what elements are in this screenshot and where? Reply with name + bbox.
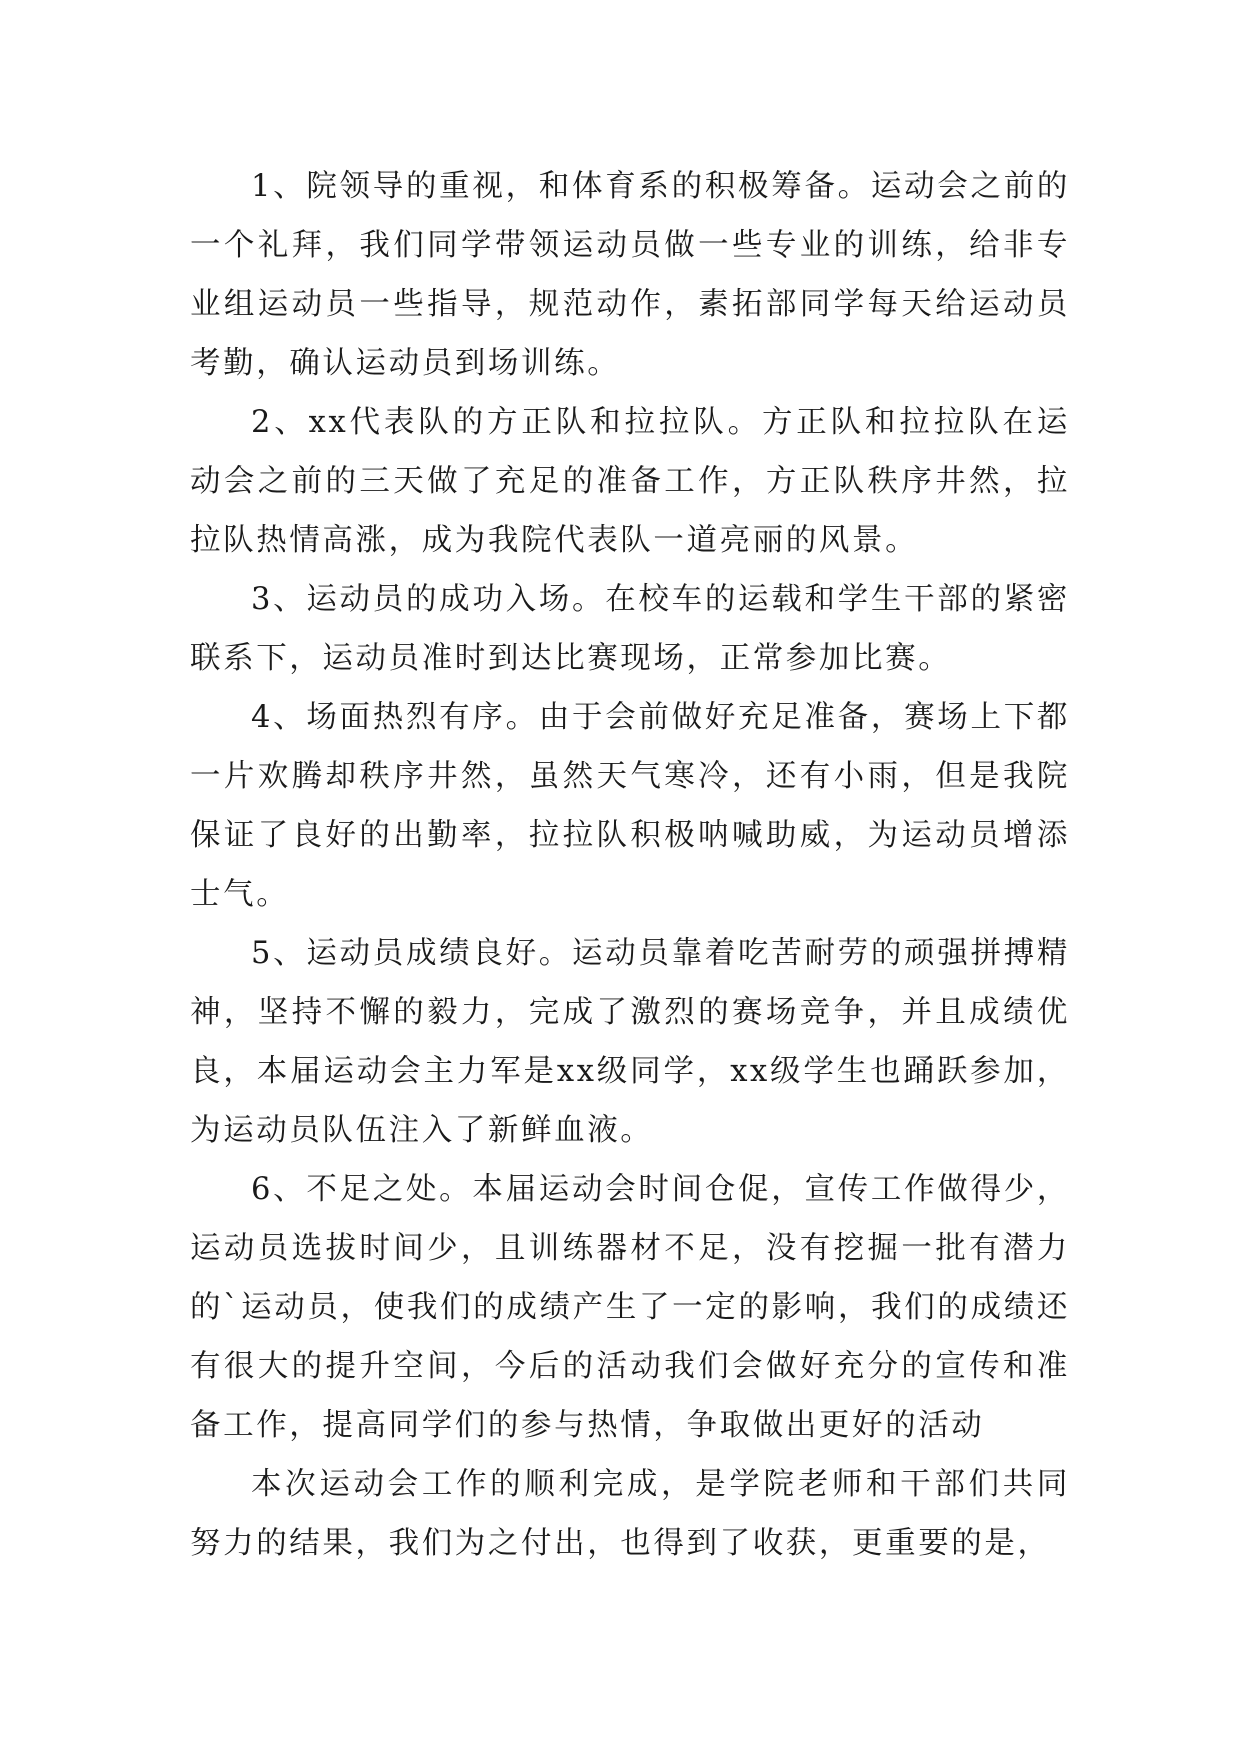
paragraph-athlete-results: 5、运动员成绩良好。运动员靠着吃苦耐劳的顽强拼搏精神，坚持不懈的毅力，完成了激烈的赛场竞争，并且成绩优良，本届运动会主力军是xx级同学，xx级学生也踊跃参加，为运动员队伍注入了新鲜血液。 [190,936,1070,1148]
paragraph-shortcomings: 6、不足之处。本届运动会时间仓促，宣传工作做得少，运动员选拔时间少，且训练器材不足，没有挖掘一批有潜力的`运动员，使我们的成绩产生了一定的影响，我们的成绩还有很大的提升空间，今后的活动我们会做好充分的宣传和准备工作，提高同学们的参与热情，争取做出更好的活动 [190,1172,1070,1443]
document-body [190,157,1070,1573]
paragraph-conclusion: 本次运动会工作的顺利完成，是学院老师和干部们共同努力的结果，我们为之付出，也得到了收获，更重要的是， [190,1467,1070,1561]
paragraph-athlete-entry: 3、运动员的成功入场。在校车的运载和学生干部的紧密联系下，运动员准时到达比赛现场，正常参加比赛。 [190,582,1070,676]
paragraph-formation-and-cheer-team: 2、xx代表队的方正队和拉拉队。方正队和拉拉队在运动会之前的三天做了充足的准备工作，方正队秩序井然，拉拉队热情高涨，成为我院代表队一道亮丽的风景。 [190,405,1070,558]
paragraph-enthusiastic-atmosphere: 4、场面热烈有序。由于会前做好充足准备，赛场上下都一片欢腾却秩序井然，虽然天气寒冷，还有小雨，但是我院保证了良好的出勤率，拉拉队积极呐喊助威，为运动员增添士气。 [190,700,1070,912]
paragraph-leadership-support: 1、院领导的重视，和体育系的积极筹备。运动会之前的一个礼拜，我们同学带领运动员做一些专业的训练，给非专业组运动员一些指导，规范动作，素拓部同学每天给运动员考勤，确认运动员到场训练。 [190,169,1070,381]
